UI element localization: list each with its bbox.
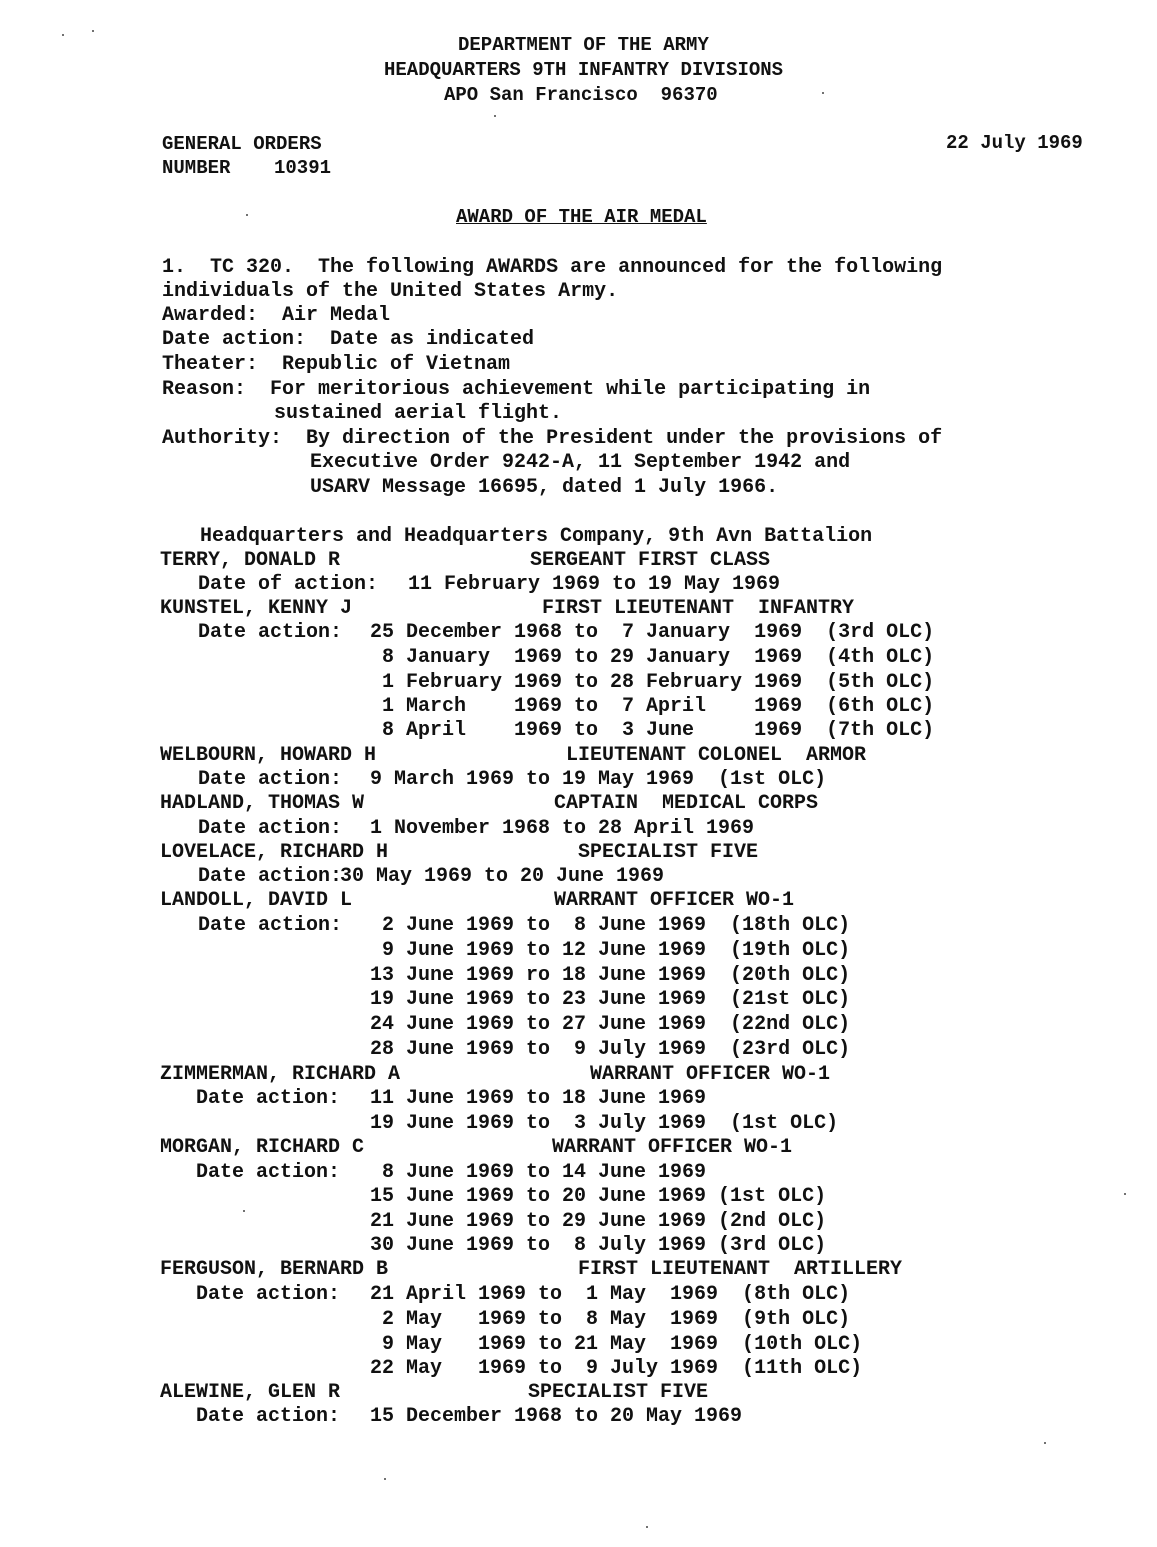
reason-line-1: Reason: For meritorious achievement while participating in (162, 378, 871, 401)
entry-date-range: 11 February 1969 to 19 May 1969 (408, 573, 781, 596)
intro-paragraph-line-2: individuals of the United States Army. (162, 280, 619, 303)
entry-date-range: 8 April 1969 to 3 June 1969 (7th OLC) (370, 719, 935, 742)
entry-name: MORGAN, RICHARD C (160, 1136, 365, 1159)
entry-rank: SPECIALIST FIVE (528, 1381, 709, 1404)
entry-date-label: Date action: (198, 768, 343, 791)
entry-name: ALEWINE, GLEN R (160, 1381, 341, 1404)
entry-date-range: 1 February 1969 to 28 February 1969 (5th OLC) (370, 671, 935, 694)
unit-heading: Headquarters and Headquarters Company, 9th Avn Battalion (200, 525, 873, 548)
document-title: AWARD OF THE AIR MEDAL (456, 206, 707, 228)
entry-date-range: 21 June 1969 to 29 June 1969 (2nd OLC) (370, 1210, 827, 1233)
entry-name: ZIMMERMAN, RICHARD A (160, 1063, 401, 1086)
authority-line-3: USARV Message 16695, dated 1 July 1966. (310, 476, 779, 499)
entry-date-range: 15 December 1968 to 20 May 1969 (370, 1405, 743, 1428)
date-action-line: Date action: Date as indicated (162, 328, 535, 351)
entry-date-range: 9 March 1969 to 19 May 1969 (1st OLC) (370, 768, 827, 791)
header-line-3: APO San Francisco 96370 (444, 84, 718, 106)
intro-paragraph-line-1: 1. TC 320. The following AWARDS are announced for the following (162, 256, 943, 279)
entry-name: WELBOURN, HOWARD H (160, 744, 377, 767)
entry-date-range: 1 November 1968 to 28 April 1969 (370, 817, 755, 840)
entry-date-range: 28 June 1969 to 9 July 1969 (23rd OLC) (370, 1038, 851, 1061)
entry-date-label: Date action: (198, 817, 343, 840)
entry-date-range: 9 June 1969 to 12 June 1969 (19th OLC) (370, 939, 851, 962)
reason-line-2: sustained aerial flight. (274, 402, 563, 425)
entry-rank: SPECIALIST FIVE (578, 841, 759, 864)
entry-name: LOVELACE, RICHARD H (160, 841, 389, 864)
scan-speck (494, 115, 496, 117)
entry-date-range: 8 January 1969 to 29 January 1969 (4th OLC) (370, 646, 935, 669)
entry-name: LANDOLL, DAVID L (160, 889, 353, 912)
entry-rank: WARRANT OFFICER WO-1 (554, 889, 795, 912)
entry-rank: FIRST LIEUTENANT INFANTRY (542, 597, 855, 620)
scan-speck (1124, 1193, 1126, 1195)
entry-date-range: 24 June 1969 to 27 June 1969 (22nd OLC) (370, 1013, 851, 1036)
scan-speck (822, 92, 824, 94)
entry-name: KUNSTEL, KENNY J (160, 597, 353, 620)
entry-date-range: 19 June 1969 to 23 June 1969 (21st OLC) (370, 988, 851, 1011)
theater-line: Theater: Republic of Vietnam (162, 353, 511, 376)
entry-date-range: 21 April 1969 to 1 May 1969 (8th OLC) (370, 1283, 851, 1306)
entry-date-range: 2 June 1969 to 8 June 1969 (18th OLC) (370, 914, 851, 937)
scan-speck (646, 1526, 648, 1528)
entry-date-range: 19 June 1969 to 3 July 1969 (1st OLC) (370, 1112, 839, 1135)
entry-rank: WARRANT OFFICER WO-1 (590, 1063, 831, 1086)
entry-date-range: 30 June 1969 to 8 July 1969 (3rd OLC) (370, 1234, 827, 1257)
header-line-2: HEADQUARTERS 9TH INFANTRY DIVISIONS (384, 59, 784, 81)
order-date: 22 July 1969 (946, 132, 1083, 154)
scan-speck (384, 1478, 386, 1480)
entry-rank: LIEUTENANT COLONEL ARMOR (566, 744, 867, 767)
entry-date-label: Date action: (198, 914, 343, 937)
scan-speck (62, 34, 64, 36)
awarded-line: Awarded: Air Medal (162, 304, 391, 327)
scan-speck (1044, 1442, 1046, 1444)
entry-date-label: Date action: (196, 1087, 341, 1110)
general-orders-label: GENERAL ORDERS (162, 133, 322, 155)
entry-date-range: 2 May 1969 to 8 May 1969 (9th OLC) (370, 1308, 851, 1331)
entry-name: HADLAND, THOMAS W (160, 792, 365, 815)
order-number-label: NUMBER (162, 157, 231, 179)
entry-date-label: Date action: (196, 1405, 341, 1428)
entry-name: TERRY, DONALD R (160, 549, 341, 572)
scan-speck (92, 30, 94, 32)
entry-date-range: 1 March 1969 to 7 April 1969 (6th OLC) (370, 695, 935, 718)
entry-date-range: 13 June 1969 ro 18 June 1969 (20th OLC) (370, 964, 851, 987)
entry-date-range: 25 December 1968 to 7 January 1969 (3rd OLC) (370, 621, 935, 644)
entry-date-range: 9 May 1969 to 21 May 1969 (10th OLC) (370, 1333, 863, 1356)
entry-date-label: Date action: (198, 621, 343, 644)
authority-line-1: Authority: By direction of the President under the provisions of (162, 427, 943, 450)
entry-rank: SERGEANT FIRST CLASS (530, 549, 771, 572)
entry-name: FERGUSON, BERNARD B (160, 1258, 389, 1281)
authority-line-2: Executive Order 9242-A, 11 September 1942 and (310, 451, 851, 474)
entry-date-range: 8 June 1969 to 14 June 1969 (370, 1161, 707, 1184)
entry-date-label: Date action: (196, 1161, 341, 1184)
entry-date-range: 30 May 1969 to 20 June 1969 (340, 865, 665, 888)
scan-speck (246, 214, 248, 216)
entry-rank: WARRANT OFFICER WO-1 (552, 1136, 793, 1159)
entry-rank: FIRST LIEUTENANT ARTILLERY (578, 1258, 903, 1281)
entry-date-range: 15 June 1969 to 20 June 1969 (1st OLC) (370, 1185, 827, 1208)
entry-date-range: 11 June 1969 to 18 June 1969 (370, 1087, 707, 1110)
header-line-1: DEPARTMENT OF THE ARMY (458, 34, 709, 56)
entry-rank: CAPTAIN MEDICAL CORPS (554, 792, 819, 815)
entry-date-label: Date action: (196, 1283, 341, 1306)
entry-date-range: 22 May 1969 to 9 July 1969 (11th OLC) (370, 1357, 863, 1380)
order-number: 10391 (274, 157, 332, 179)
entry-date-label: Date of action: (198, 573, 379, 596)
scan-speck (243, 1210, 245, 1212)
entry-date-label: Date action: (198, 865, 343, 888)
